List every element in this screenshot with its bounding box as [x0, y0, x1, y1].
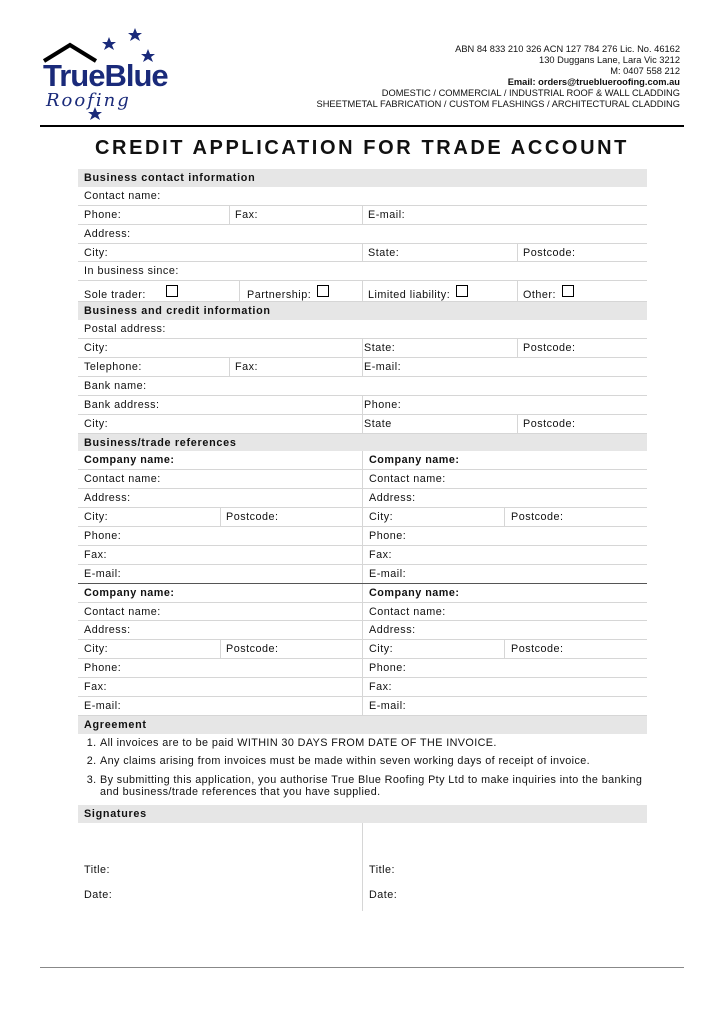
ref-address-row — [78, 489, 647, 508]
contact-phone-row — [78, 206, 647, 225]
city-field[interactable]: City: — [84, 342, 109, 355]
agreement-item: 3. By submitting this application, you authorise True Blue Roofing Pty Ltd to make inquiries into the banking and business/trade references that you have supplied. — [100, 774, 647, 799]
credit-form — [78, 169, 647, 911]
state-field[interactable]: State: — [368, 246, 400, 259]
state-field[interactable]: State: — [364, 342, 396, 355]
postcode-field[interactable]: Postcode: — [523, 246, 576, 259]
sole-trader-checkbox[interactable] — [166, 285, 178, 297]
bank-name-field[interactable]: Bank name: — [78, 377, 647, 396]
star-icon — [128, 28, 142, 41]
city-field[interactable]: City: — [369, 511, 394, 524]
agreement-item: 1. All invoices are to be paid WITHIN 30 DAYS FROM DATE OF THE INVOICE. — [100, 737, 647, 750]
logo-subtitle: Roofing — [46, 90, 131, 111]
ref-address-row — [78, 621, 647, 640]
header-divider — [40, 125, 684, 127]
section-credit-heading: Business and credit information — [78, 302, 647, 320]
ref-company-row — [78, 451, 647, 470]
ref-email-row — [78, 565, 647, 584]
ref-city-row — [78, 508, 647, 527]
company-address: 130 Duggans Lane, Lara Vic 3212 — [539, 55, 680, 65]
fax-field[interactable]: Fax: — [369, 548, 392, 561]
postcode-field[interactable]: Postcode: — [511, 511, 564, 524]
phone-field[interactable]: Phone: — [84, 662, 122, 675]
services-line-1: DOMESTIC / COMMERCIAL / INDUSTRIAL ROOF & WALL CLADDING — [381, 88, 680, 98]
company-name-field[interactable]: Company name: — [369, 454, 460, 467]
contact-city-row — [78, 244, 647, 263]
contact-name-field[interactable]: Contact name: — [369, 605, 446, 618]
section-contact-heading: Business contact information — [78, 169, 647, 187]
contact-name-field[interactable]: Contact name: — [369, 473, 446, 486]
abn-line: ABN 84 833 210 326 ACN 127 784 276 Lic. No. 46162 — [455, 44, 680, 54]
company-email: Email: orders@trueblueroofing.com.au — [507, 77, 680, 87]
star-icon — [102, 37, 116, 50]
footer-divider — [40, 967, 684, 968]
business-since-field[interactable]: In business since: — [78, 262, 647, 281]
fax-field[interactable]: Fax: — [84, 681, 107, 694]
city-field[interactable]: City: — [84, 246, 109, 259]
ref-email-row — [78, 697, 647, 716]
section-references-heading: Business/trade references — [78, 434, 647, 452]
section-signatures-heading: Signatures — [78, 805, 647, 823]
agreement-item: 2. Any claims arising from invoices must be made within seven working days of receipt of invoice. — [100, 755, 647, 768]
city-field[interactable]: City: — [84, 417, 109, 430]
fax-field[interactable]: Fax: — [235, 208, 258, 221]
phone-field[interactable]: Phone: — [369, 530, 407, 543]
fax-field[interactable]: Fax: — [369, 681, 392, 694]
address-field[interactable]: Address: — [369, 492, 416, 505]
credit-telephone-row — [78, 358, 647, 377]
city-field[interactable]: City: — [84, 643, 109, 656]
title-field[interactable]: Title: — [84, 863, 110, 876]
email-field[interactable]: E-mail: — [84, 700, 122, 713]
ref-phone-row — [78, 527, 647, 546]
agreement-terms — [78, 734, 647, 799]
ref-city-row — [78, 640, 647, 659]
bank-city-row — [78, 415, 647, 434]
ref-contact-row — [78, 603, 647, 622]
company-name-field[interactable]: Company name: — [84, 454, 175, 467]
email-field[interactable]: E-mail: — [84, 567, 122, 580]
fax-field[interactable]: Fax: — [84, 548, 107, 561]
signature-area — [78, 823, 647, 911]
email-field[interactable]: E-mail: — [369, 567, 407, 580]
telephone-field[interactable]: Telephone: — [84, 361, 142, 374]
ref-phone-row — [78, 659, 647, 678]
ref-contact-row — [78, 470, 647, 489]
company-name-field[interactable]: Company name: — [369, 586, 460, 599]
credit-city-row — [78, 339, 647, 358]
limited-liability-label: Limited liability: — [368, 289, 451, 302]
ref-fax-row — [78, 678, 647, 697]
bank-phone-field[interactable]: Phone: — [364, 398, 402, 411]
date-field[interactable]: Date: — [84, 888, 113, 901]
contact-name-field[interactable]: Contact name: — [84, 473, 161, 486]
date-field[interactable]: Date: — [369, 888, 398, 901]
postcode-field[interactable]: Postcode: — [523, 417, 576, 430]
page-title: CREDIT APPLICATION FOR TRADE ACCOUNT — [95, 137, 629, 159]
postal-address-field[interactable]: Postal address: — [78, 320, 647, 339]
other-checkbox[interactable] — [562, 285, 574, 297]
logo-wordmark: TrueBlue — [43, 58, 168, 93]
ref-fax-row — [78, 546, 647, 565]
bank-address-row — [78, 396, 647, 415]
email-field[interactable]: E-mail: — [368, 208, 406, 221]
address-field[interactable]: Address: — [84, 492, 131, 505]
address-field[interactable]: Address: — [78, 225, 647, 244]
company-details — [317, 44, 681, 110]
services-line-2: SHEETMETAL FABRICATION / CUSTOM FLASHINGS / ARCHITECTURAL CLADDING — [316, 99, 680, 109]
postcode-field[interactable]: Postcode: — [226, 643, 279, 656]
city-field[interactable]: City: — [369, 643, 394, 656]
section-agreement-heading: Agreement — [78, 716, 647, 734]
other-label: Other: — [523, 289, 557, 302]
business-type-row — [78, 281, 647, 302]
limited-liability-checkbox[interactable] — [456, 285, 468, 297]
phone-field[interactable]: Phone: — [84, 208, 122, 221]
city-field[interactable]: City: — [84, 511, 109, 524]
sole-trader-label: Sole trader: — [84, 289, 146, 302]
address-field[interactable]: Address: — [369, 624, 416, 637]
phone-field[interactable]: Phone: — [84, 530, 122, 543]
ref-company-row — [78, 584, 647, 603]
email-field[interactable]: E-mail: — [369, 700, 407, 713]
postcode-field[interactable]: Postcode: — [511, 643, 564, 656]
company-mobile: M: 0407 558 212 — [610, 66, 680, 76]
address-field[interactable]: Address: — [84, 624, 131, 637]
fax-field[interactable]: Fax: — [235, 361, 258, 374]
email-field[interactable]: E-mail: — [364, 361, 402, 374]
contact-name-field[interactable]: Contact name: — [84, 605, 161, 618]
state-field[interactable]: State — [364, 417, 392, 430]
phone-field[interactable]: Phone: — [369, 662, 407, 675]
title-field[interactable]: Title: — [369, 863, 395, 876]
partnership-label: Partnership: — [247, 289, 312, 302]
partnership-checkbox[interactable] — [317, 285, 329, 297]
postcode-field[interactable]: Postcode: — [226, 511, 279, 524]
company-name-field[interactable]: Company name: — [84, 586, 175, 599]
contact-name-field[interactable]: Contact name: — [78, 187, 647, 206]
bank-address-field[interactable]: Bank address: — [84, 398, 160, 411]
postcode-field[interactable]: Postcode: — [523, 342, 576, 355]
